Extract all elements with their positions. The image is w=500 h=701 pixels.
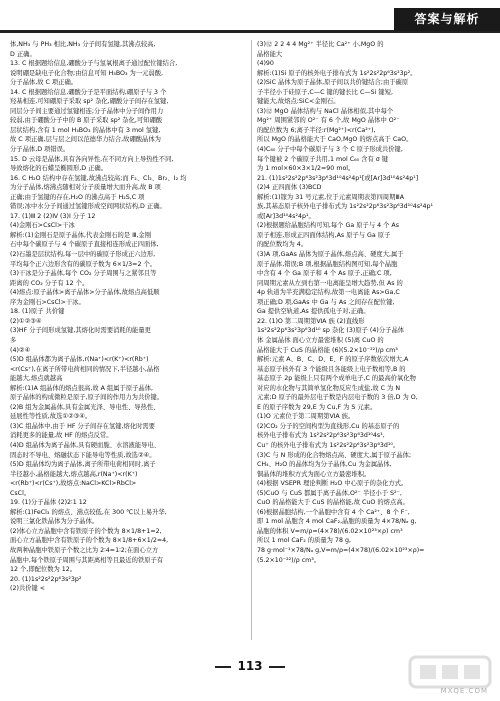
text-line: 19. (1)分子晶体 (2)2∶1 12 <box>10 499 87 507</box>
text-line: 体,NH₃ 与 PH₃ 相比,NH₃ 分子间有氢键,其沸点较高, <box>10 41 156 48</box>
text-line: 1s²2s²2p⁶3s²3p⁶3d¹⁰ sp 杂化 (3)原子 (4)分子晶体 <box>257 327 405 335</box>
text-line: 较弱,由于硼酸分子中的 B 原子采取 sp² 杂化,可知硼酸 <box>10 117 163 125</box>
text-line: 78 g·mol⁻¹×78/Nₐ g,V=m/ρ=(4×78)/(6.02×10²³×ρ)= <box>257 546 425 554</box>
text-line: 22. (1)O 第二周期第ⅥA 族 (2)直线形 <box>257 317 365 325</box>
text-line: 羟基相连,可知硼原子采取 sp² 杂化,硼酸分子间存在氢键, <box>10 98 169 106</box>
text-line: 16. C H₂O 结构中存在氢键,故沸点较高;而 F₂、Cl₂、Br₂、I₂ 均 <box>10 174 187 182</box>
text-line: (2)共价键 < <box>10 585 46 593</box>
text-line: 同周期元素从左到右第一电离能呈增大趋势,但 As 的 <box>257 279 403 287</box>
text-line: 晶格能大于 CuS 的晶格能 (6)(5.2×10⁻²²)/ρ cm³ <box>257 346 398 354</box>
text-line: 的配位数均为 4。 <box>257 241 308 249</box>
text-line: 21. (1)1s²2s²2p⁶3s²3p⁶3d¹⁰4s²4p¹[或[Ar]3d¹⁰4s²4p¹] <box>257 174 419 182</box>
text-line: (2)SiC 晶体为原子晶体,原子间以共价键结合;由于碳原 <box>257 79 409 87</box>
text-line: (3)A 项,GaAs 晶体为原子晶体,熔点高、硬度大,属于 <box>257 251 404 259</box>
text-line: (4)D 组晶体为离子晶体,具有硬而脆、水溶液能导电、 <box>10 441 161 449</box>
text-line: E 的原子序数为 29,E 为 Cu,F 为 S 元素。 <box>257 403 377 411</box>
text-line: (2)4 正四面体 (3)BCD <box>257 184 322 192</box>
text-line: 核外电子排布式为 1s²2s²2p⁶3s²3p⁶3d¹⁰4s¹, <box>257 432 385 440</box>
text-line: 或[Ar]3d¹⁰4s²4p¹。 <box>257 212 315 220</box>
text-line: (5)CuO 与 CuS 都属于离子晶体,O²⁻ 半径小于 S²⁻, <box>257 489 402 497</box>
page-header-title: 答案与解析 <box>394 8 500 31</box>
text-line: (2)体心立方晶胞中含有铁原子的个数为 8×1/8+1=2, <box>10 527 162 535</box>
text-line: 解析:(1)Si 原子的核外电子排布式为 1s²2s²2p⁶3s²3p²。 <box>257 69 417 77</box>
text-line: 的配位数为 6;离子半径:r(Mg²⁺)<r(Ca²⁺), <box>257 126 376 134</box>
text-line: (5.2×10⁻²²)/ρ cm³。 <box>257 556 321 564</box>
text-line: 体 金属晶体 面心立方最密堆积 (5)离 CuO 的 <box>257 336 384 344</box>
text-line: 平均每个正六边形含有的碳原子数为 6×1/3=2 个。 <box>10 260 157 268</box>
page-number-dash-right <box>269 666 285 668</box>
text-line: (2)B 组为金属晶体,具有金属光泽、导电性、导热性、 <box>10 403 160 411</box>
text-line: 导致熔化的石蜡呈椭圆形,D 正确。 <box>10 165 108 173</box>
text-line: <r(Cs⁺),在离子所带电荷相同的情况下,半径越小,晶格 <box>10 365 160 373</box>
text-line: 原子晶体的构成微粒是原子,原子间的作用力为共价键。 <box>10 394 164 402</box>
text-line: 所以 1 mol CaF₂ 的质量为 78 g, <box>257 537 351 545</box>
text-line: 消耗更多的能量,故 HF 的熔点反常。 <box>10 432 113 440</box>
text-line: Cu⁺ 的核外电子排布式为 1s²2s²2p⁶3s²3p⁶3d¹⁰。 <box>257 441 400 449</box>
text-line: 距离的 CO₂ 分子有 12 个。 <box>10 279 89 287</box>
text-line: 解析:(1)FeCl₃ 的熔点、沸点较低,在 300 ℃以上易升华, <box>10 508 167 516</box>
text-line: 原子相连,形成正四面体结构,As 原子与 Ga 原子 <box>257 231 391 239</box>
text-line: 多 <box>10 336 17 344</box>
text-line: 原子晶体,错误;B 项,根据晶胞结构图可知,每个晶胞 <box>257 260 398 268</box>
text-line: 正确;由于氢键的存在,H₂O 的沸点高于 H₂S,C 项 <box>10 193 145 201</box>
text-line: (2)CO₂ 分子的空间构型为直线形,Cu 的基态原子的 <box>257 422 400 430</box>
text-line: 基态原子核外有 3 个能级且各能级上电子数相等,B 的 <box>257 365 406 373</box>
watermark-text: MXQE.COM <box>440 687 488 695</box>
text-line: 子半径小于硅原子,C—C 键的键长比 C—Si 键短, <box>257 88 393 96</box>
text-line: 石中每个碳原子与 4 个碳原子直接相连形成正四面体, <box>10 241 159 249</box>
text-line: 解析:(1)金刚石是原子晶体,代表金刚石的是 Ⅲ,金刚 <box>10 231 152 239</box>
text-line: 解析:(1)A 组晶体的熔点很高,故 A 组属于原子晶体, <box>10 384 154 392</box>
text-line: (5)D 组晶体都为离子晶体,r(Na⁺)<r(K⁺)<r(Rb⁺) <box>10 356 149 364</box>
text-line: 半径越小,晶格能越大,熔点越高,r(Na⁺)<r(K⁺) <box>10 470 138 478</box>
text-line: 铜晶体的堆积方式为面心立方最密堆积。 <box>257 470 371 478</box>
right-column <box>257 40 490 565</box>
text-line: 20. (1)1s²2s²2p⁶3s²3p² <box>10 575 82 583</box>
text-line: (6)根据晶胞结构,一个晶胞中含有 4 个 Ca²⁺、8 个 F⁻, <box>257 508 410 516</box>
text-line: 中含有 4 个 Ga 原子和 4 个 As 原子,正确;C 项, <box>257 270 392 278</box>
left-column <box>10 40 247 594</box>
text-line: 说明三氯化铁晶体为分子晶体。 <box>10 518 99 526</box>
column-divider <box>251 40 252 640</box>
text-line: (5)D 组晶体均为离子晶体,离子所带电荷相同时,离子 <box>10 461 156 469</box>
text-line: 晶格能大 <box>257 50 283 58</box>
text-line: (2)①②③④ <box>10 317 42 325</box>
text-line: (3)C 组晶体中,由于 HF 分子间存在氢键,熔化时需要 <box>10 422 156 430</box>
text-line: (3)C 与 N 形成的化合物熔点高、硬度大,属于原子晶体; <box>257 451 412 459</box>
text-line: 为分子晶体,熔沸点随相对分子质量增大而升高,故 B 项 <box>10 184 161 192</box>
text-line: 晶胞的体积 V=m/ρ=(4×78)/(6.02×10²³×ρ) cm³ <box>257 527 403 535</box>
text-line: 故两种晶胞中铁原子个数之比为 2∶4=1∶2;在面心立方 <box>10 546 159 554</box>
text-line: 序为金刚石>CsCl>干冰。 <box>10 298 85 306</box>
text-line: Mg²⁺ 周围紧邻的 O²⁻ 有 6 个,故 MgO 晶体中 O²⁻ <box>257 117 400 125</box>
text-line: 14. C 根据题给信息,硼酸分子是平面结构,硼原子与 3 个 <box>10 88 167 96</box>
text-line: 解析:(1)镓为 31 号元素,位于元素周期表第四周期ⅢA <box>257 193 405 201</box>
text-line: 元素;D 原子的最外层电子数是内层电子数的 3 倍,D 为 O, <box>257 394 418 402</box>
text-line: (1)O 元素位于第二周期第ⅥA 族。 <box>257 413 355 421</box>
text-line: (4)熔点:原子晶体>离子晶体>分子晶体,故熔点高低顺 <box>10 289 160 297</box>
text-line: (3)HF 分子间形成氢键,其熔化时需要消耗的能量更 <box>10 327 151 335</box>
text-line: (2)石墨是层状结构,每一层中的碳原子形成正六边形, <box>10 251 156 259</box>
text-line: 键能大,故熔点:SiC<金刚石。 <box>257 98 340 106</box>
text-line: 延展性等性质,故选①②③④。 <box>10 413 92 421</box>
text-line: (4)②④ <box>10 346 31 354</box>
text-line: 面心立方晶胞中含有铁原子的个数为 8×1/8+6×1/2=4, <box>10 537 169 545</box>
text-line: (4)金刚石>CsCl>干冰 <box>10 222 75 230</box>
text-line: 每个键被 2 个碳原子共用,1 mol C₆₀ 含有 σ 键 <box>257 155 389 163</box>
text-line: 层状结构,含有 1 mol H₃BO₃ 的晶体中有 3 mol 氢键, <box>10 126 161 134</box>
text-line: 对应的水化物与其简单氢化物反应生成盐,故 C 为 N <box>257 384 401 392</box>
text-line: 同层分子间主要通过氢键相连;分子晶体中分子间作用力 <box>10 107 164 115</box>
text-line: (4)C₆₀ 分子中每个碳原子与 3 个 C 原子形成共价键, <box>257 146 403 154</box>
text-line: 族,其基态原子核外电子排布式为 1s²2s²2p⁶3s²3p⁶3d¹⁰4s²4p¹ <box>257 203 434 211</box>
text-line: 所以 MgO 的晶格能大于 CaO,MgO 的熔点高于 CaO。 <box>257 136 413 144</box>
text-line: (3)干冰是分子晶体,每个 CO₂ 分子周围与之紧邻且等 <box>10 270 157 278</box>
text-line: 17. (1)Ⅲ 2 (2)Ⅳ (3)Ⅰ 分子 12 <box>10 212 96 220</box>
text-line: 13. C 根据题给信息,硼酸分子与氢氧根离子通过配位键结合, <box>10 60 178 68</box>
text-line: 15. D 云母是晶体,具有各向异性,在不同方向上导热性不同, <box>10 155 174 163</box>
text-line: 分子晶体,故 C 项正确。 <box>10 79 78 87</box>
text-line: 晶胞中,每个铁原子周围与其距离相等且最近的铁原子有 <box>10 556 164 564</box>
text-line: 即 1 mol 晶胞含 4 mol CaF₂,晶胞的质量为 4×78/Nₐ g, <box>257 518 417 526</box>
text-line: CsCl。 <box>10 489 31 497</box>
text-line: (3)⑫ MgO 晶体结构与 NaCl 晶体相似,其中每个 <box>257 107 394 115</box>
text-line: <r(Rb⁺)<r(Cs⁺),故熔点:NaCl>KCl>RbCl> <box>10 480 137 488</box>
text-line: 12 个,即配位数为 12。 <box>10 566 77 574</box>
text-line: 18. (1)原子 共价键 <box>10 308 65 316</box>
text-line: 分子晶体,D 项错误。 <box>10 146 70 154</box>
text-line: 错误;冰中水分子间通过氢键形成空间网状结构,D 正确。 <box>10 203 166 211</box>
text-line: 项正确;D 项,GaAs 中 Ga 与 As 之间存在配位键, <box>257 298 395 306</box>
text-line: 说明硼是缺电子化合物;由信息可知 H₃BO₃ 为一元弱酸, <box>10 69 164 77</box>
text-line: D 正确。 <box>10 50 36 58</box>
page-number-dash-left <box>215 666 231 668</box>
text-line: 固态时不导电、熔融状态下能导电等性质,故选②④。 <box>10 451 156 459</box>
text-line: (4)根据 VSEPR 理论判断 H₂O 中心原子的杂化方式。 <box>257 480 408 488</box>
text-line: (4)90 <box>257 60 274 68</box>
text-line: CH₄、H₂O 的晶体均为分子晶体,Cu 为金属晶体, <box>257 461 392 469</box>
text-line: (2)根据题给晶胞结构可知,每个 Ga 原子与 4 个 As <box>257 222 400 230</box>
text-line: CuO 的晶格能大于 CuS 的晶格能,故 CuO 的熔点高。 <box>257 499 409 507</box>
text-line: 解析:元素 A、B、C、D、E、F 的原子序数依次增大,A <box>257 356 409 364</box>
text-line: 基态原子 2p 能级上只有两个成单电子,C 的最高价氧化物 <box>257 375 416 383</box>
text-line: 故 C 项正确,层与层之间以范德华力结合,故硼酸晶体为 <box>10 136 161 144</box>
text-line: 能越大,熔点就越高 <box>10 375 63 383</box>
text-line: Ga 提供空轨道,As 提供孤电子对,正确。 <box>257 308 370 316</box>
text-line: 4p 轨道为半充满稳定结构,故第一电离能 As>Ga,C <box>257 289 400 297</box>
text-line: (3)⑫ 2 2 4 4 Mg²⁺ 半径比 Ca²⁺ 小,MgO 的 <box>257 41 384 48</box>
page-number-text: 113 <box>237 659 263 673</box>
text-line: 为 1 mol×60×3×1/2=90 mol。 <box>257 165 355 173</box>
